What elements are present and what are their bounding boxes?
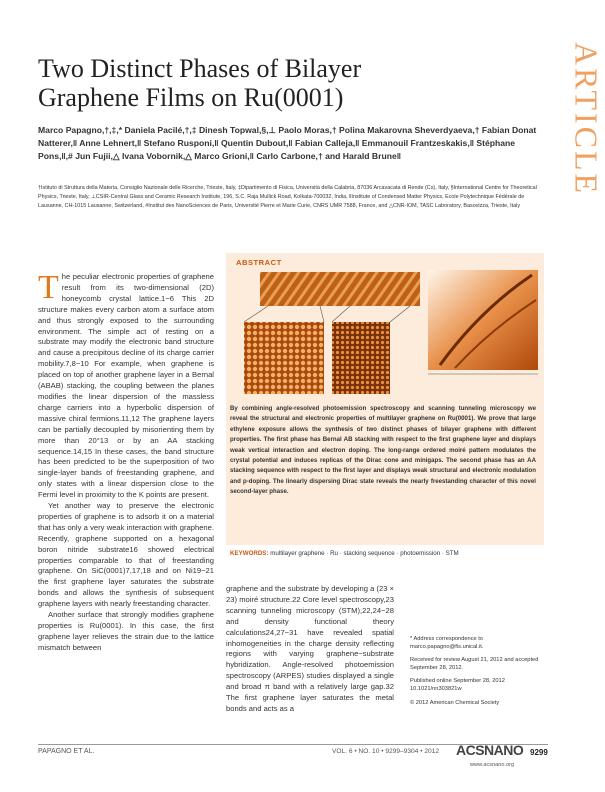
article-type-text: ARTICLE: [568, 41, 605, 197]
journal-url: www.acsnano.org: [470, 762, 515, 768]
title-line-1: Two Distinct Phases of Bilayer: [38, 54, 362, 83]
correspondence-note: * Address correspondence to marco.papagno@fis.unical.it.: [410, 636, 484, 650]
paragraph-2: Yet another way to preserve the electronic properties of graphene is to adsorb it on a material that has only a very weak interaction with graphene. Recently, graphene supported on a hexagonal boron nitride substrate16 showed electrical properties comparable to that of freestanding graphene. On SiC(0001)7,17,18 and on Ni19−21 the first graphene layer saturates the substrate bonds and allows the synthesis of subsequent graphene layers with nearly freestanding character.: [38, 501, 214, 609]
author-list: Marco Papagno,†,‡,* Daniela Pacilé,†,‡ Dinesh Topwal,§,⊥ Paolo Moras,† Polina Makarovna Sheverdyaeva,† Fabian Donat Natterer,‖ Anne Lehnert,‖ Stefano Rusponi,‖ Quentin Dubout,‖ Fabian Calleja,‖ Emmanouil Frantzeskakis,‖ Stéphane Pons,‖,# Jun Fujii,△ Ivana Vobornik,△ Marco Grioni,‖ Carlo Carbone,† and Harald Brune‖: [38, 125, 537, 161]
paragraph-1: he peculiar electronic properties of graphene result from its two-dimensional (2D) honeycomb crystal lattice.1−6 This 2D structure makes every carbon atom a surface atom and thus strongly exposed to the surrounding environment. The simple act of resting on a substrate may modify the electronic band structure and cause a precipitous decline of its charge carrier mobility.7,8−10 For example, when graphene is placed on top of another graphene layer in a Bernal (ABAB) stacking, the coupling between the planes modifies the linear dispersion of the massless charge carriers into a hyperbolic dispersion of massive chiral fermions.11,12 The graphene layers can be partially decoupled by misorienting them by more than 20°13 or by an AA stacking sequence.14,15 In these cases, the band structure has been predicted to be the superposition of two single-layer bands of freestanding graphene, and only states with a linear dispersion close to the Fermi level in proximity to the K points are present.: [38, 272, 214, 500]
body-column-1: [38, 269, 214, 654]
keywords-label: KEYWORDS:: [230, 550, 269, 557]
page-number: 9299: [530, 748, 548, 757]
keywords: [230, 549, 540, 558]
article-notes: [410, 636, 550, 713]
stm-overview-image: [260, 272, 420, 306]
copyright-note: © 2012 American Chemical Society: [410, 699, 500, 706]
drop-cap: T: [38, 269, 59, 306]
stm-inset-aa: [332, 322, 390, 394]
abstract-figure: [240, 270, 540, 398]
paragraph-3: Another surface that strongly modifies graphene properties is Ru(0001). In this case, the first graphene layer relieves the strain due to the lattice mismatch between: [38, 610, 214, 652]
journal-logo: ACSNANO: [456, 742, 524, 758]
body-column-2: graphene and the substrate by developing a (23 × 23) moiré structure.22 Core level spectroscopy,23 scanning tunneling microscopy (STM),22,24−28 and density functional theory calculations24,27−31 have revealed spatial inhomogeneities in the charge density reflecting regions with varying graphene−substrate hybridization. Angle-resolved photoemission spectroscopy (ARPES) studies displayed a single and broad π band with a relatively large gap.32 The first graphene layer saturates the metal bonds and acts as a: [226, 584, 394, 713]
keywords-list: multilayer graphene · Ru · stacking sequence · photoemission · STM: [270, 550, 459, 557]
title-line-2: Graphene Films on Ru(0001): [38, 83, 344, 112]
arpes-map: [428, 270, 538, 370]
published-note: Published online September 28, 2012 10.1021/nn303821w: [410, 678, 505, 692]
article-type-label: [568, 41, 605, 197]
running-author: PAPAGNO ET AL.: [38, 748, 95, 755]
abstract-heading: ABSTRACT: [236, 258, 282, 267]
article-title: [38, 54, 508, 112]
received-note: Received for review August 21, 2012 and accepted September 28, 2012.: [410, 657, 539, 671]
citation-info: VOL. 6 • NO. 10 • 9299–9304 • 2012: [332, 748, 440, 755]
stm-inset-ab: [244, 322, 324, 394]
abstract-text: By combining angle-resolved photoemission spectroscopy and scanning tunneling microscopy we reveal the structural and electronic properties of multilayer graphene on Ru(0001). We prove that large ethylene exposure allows the synthesis of two distinct phases of bilayer graphene with different properties. The first phase has Bernal AB stacking with respect to the first graphene layer and displays weak vertical interaction and electron doping. The long-range ordered moiré pattern modulates the crystal potential and induces replicas of the Dirac cone and minigaps. The second phase has an AA stacking sequence with respect to the first layer and displays weak structural and electronic modulation and p-doping. The linearly dispersing Dirac state reveals the nearly freestanding character of this novel second-layer phase.: [230, 405, 536, 496]
affiliations: †Istituto di Struttura della Materia, Consiglio Nazionale delle Ricerche, Trieste, Italy, ‡Dipartimento di Fisica, Università della Calabria, 87036 Arcavacata di Rende (Cs), Italy, §International Centre for Theoretical Physics, Trieste, Italy, ⊥CSIR-Central Glass and Ceramic Research Institute, 196, S.C. Raja Mullick Road, Kolkata-700032, India, ‖Institute of Condensed Matter Physics, Ecole Polytechnique Fédérale de Lausanne, CH-1015 Lausanne, Switzerland, #Institut des NanoSciences de Paris, Université Pierre et Marie Curie, CNRS UMR 7588, France, and △CNR-IOM, TASC Laboratory, Basovizza, Trieste, Italy: [38, 185, 537, 209]
